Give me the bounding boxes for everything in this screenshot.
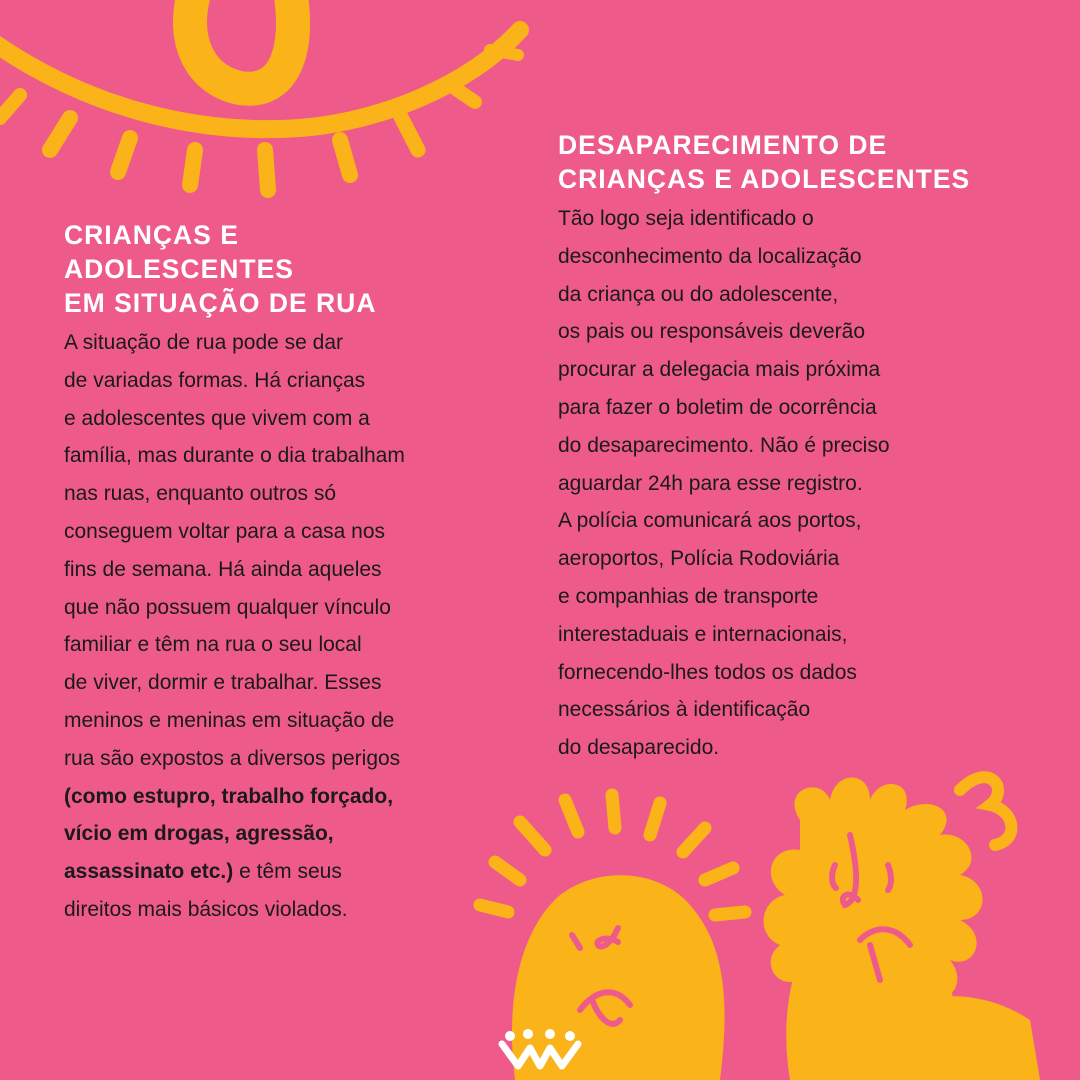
- text-line: e companhias de transporte: [558, 584, 819, 608]
- text-line-bold: [64, 778, 504, 816]
- bold-text: vício em drogas, agressão,: [64, 822, 334, 846]
- street-situation-text: [64, 324, 504, 929]
- text-line: da criança ou do adolescente,: [558, 282, 839, 306]
- text-line: direitos mais básicos violados.: [64, 897, 348, 921]
- street-situation-heading: [64, 218, 504, 320]
- brand-logo-icon: [498, 1028, 582, 1070]
- text-line-bold: [64, 815, 504, 853]
- disappearance-text: [558, 200, 1058, 767]
- text-line: nas ruas, enquanto outros só: [64, 482, 337, 506]
- eye-icon: [0, 0, 520, 190]
- text-line: os pais ou responsáveis deverão: [558, 320, 866, 344]
- text-line: família, mas durante o dia trabalham: [64, 444, 405, 468]
- text-line: meninos e meninas em situação de: [64, 708, 395, 732]
- text-line: aeroportos, Polícia Rodoviária: [558, 547, 840, 571]
- text-line: do desaparecimento. Não é preciso: [558, 433, 890, 457]
- heading-line: EM SITUAÇÃO DE RUA: [64, 288, 377, 318]
- crying-child-icon: [764, 777, 1040, 1080]
- regular-text: e têm seus: [233, 860, 342, 884]
- disappearance-section: [558, 128, 1058, 767]
- heading-line: DESAPARECIMENTO DE: [558, 130, 888, 160]
- text-line: procurar a delegacia mais próxima: [558, 358, 881, 382]
- text-line: interestaduais e internacionais,: [558, 622, 848, 646]
- text-line: familiar e têm na rua o seu local: [64, 633, 362, 657]
- text-line: fornecendo-lhes todos os dados: [558, 660, 857, 684]
- bold-text: assassinato etc.): [64, 860, 234, 884]
- text-line: A situação de rua pode se dar: [64, 331, 344, 354]
- text-line: de viver, dormir e trabalhar. Esses: [64, 671, 382, 695]
- text-line: conseguem voltar para a casa nos: [64, 519, 386, 543]
- text-line: Tão logo seja identificado o: [558, 207, 814, 230]
- text-line: de variadas formas. Há crianças: [64, 368, 366, 392]
- text-line: para fazer o boletim de ocorrência: [558, 395, 877, 419]
- text-line: desconhecimento da localização: [558, 244, 862, 268]
- bold-text: (como estupro, trabalho forçado,: [64, 784, 394, 808]
- heading-line: ADOLESCENTES: [64, 254, 294, 284]
- text-line: e adolescentes que vivem com a: [64, 406, 370, 430]
- street-situation-section: [64, 218, 504, 929]
- text-line: rua são expostos a diversos perigos: [64, 746, 401, 770]
- heading-line: CRIANÇAS E ADOLESCENTES: [558, 164, 971, 194]
- text-line: do desaparecido.: [558, 736, 720, 760]
- text-line: A polícia comunicará aos portos,: [558, 509, 862, 533]
- heading-line: CRIANÇAS E: [64, 220, 239, 250]
- text-line: fins de semana. Há ainda aqueles: [64, 557, 382, 581]
- text-line-mixed: [64, 853, 504, 891]
- text-line: necessários à identificação: [558, 698, 811, 722]
- text-line: que não possuem qualquer vínculo: [64, 595, 391, 619]
- text-line: aguardar 24h para esse registro.: [558, 471, 863, 495]
- disappearance-heading: [558, 128, 1058, 196]
